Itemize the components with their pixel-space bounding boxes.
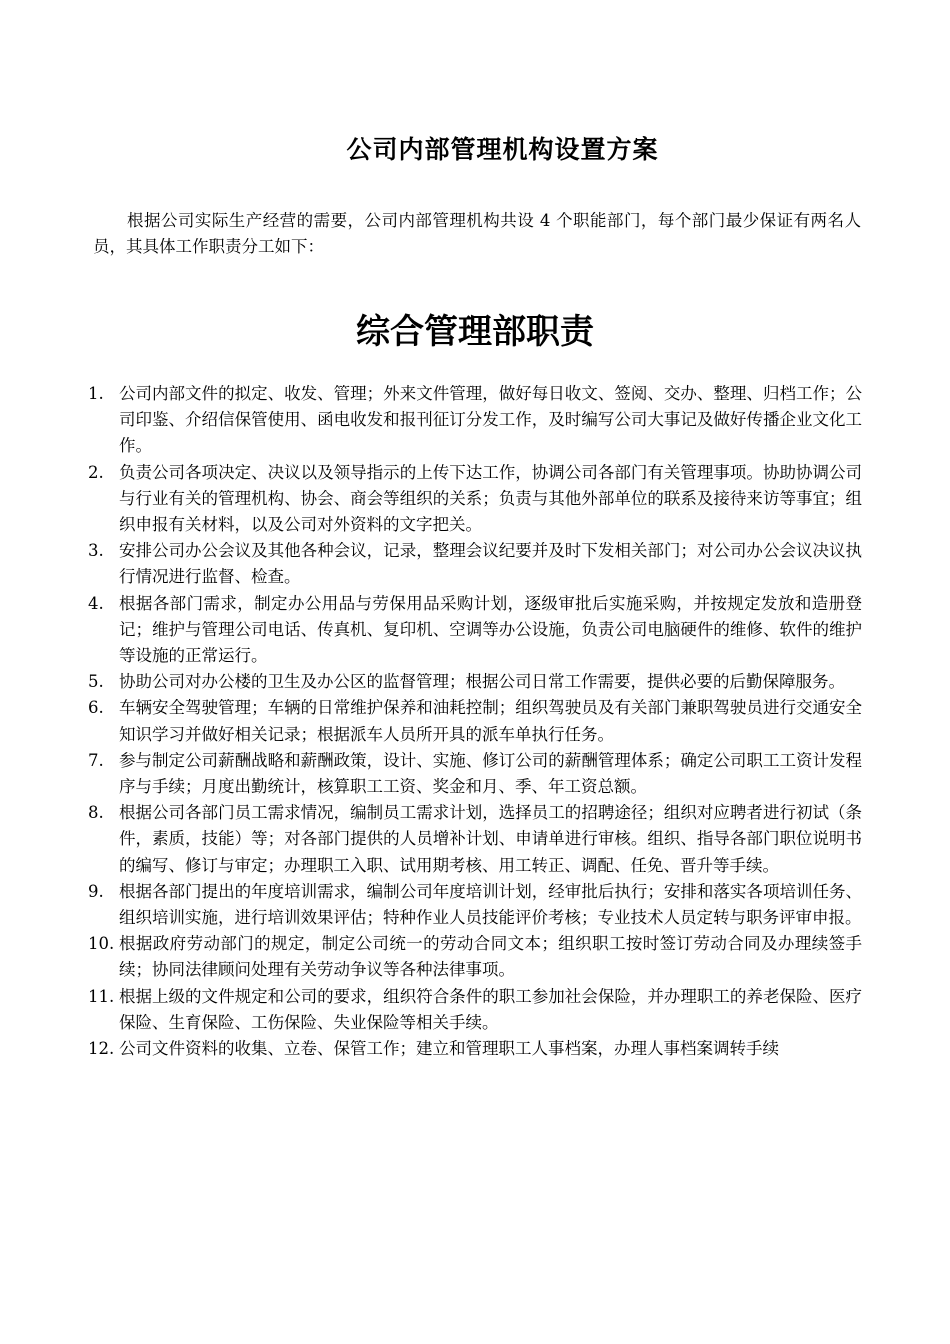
duty-number: 1. [88,384,104,403]
duty-number: 3. [88,541,104,561]
duty-text: 根据政府劳动部门的规定，制定公司统一的劳动合同文本；组织职工按时签订劳动合同及办理续签手续；协同法律顾问处理有关劳动争议等各种法律事项。 [119,934,862,980]
intro-paragraph: 根据公司实际生产经营的需要，公司内部管理机构共设 4 个职能部门，每个部门最少保证有两名人员，其具体工作职责分工如下： [93,211,861,256]
duty-text: 根据公司各部门员工需求情况，编制员工需求计划，选择员工的招聘途径；组织对应聘者进行初试（条件，素质，技能）等；对各部门提供的人员增补计划、申请单进行审核。组织、指导各部门职位说明书的编写、修订与审定；办理职工入职、试用期考核、用工转正、调配、任免、晋升等手续。 [119,803,862,875]
duty-item-11 [88,984,862,1036]
duty-text: 根据各部门需求，制定办公用品与劳保用品采购计划，逐级审批后实施采购，并按规定发放和造册登记；维护与管理公司电话、传真机、复印机、空调等办公设施，负责公司电脑硬件的维修、软件的维护等设施的正常运行。 [119,593,862,666]
duty-item-8 [88,800,862,879]
duty-item-1 [88,381,862,460]
duty-text: 负责公司各项决定、决议以及领导指示的上传下达工作，协调公司各部门有关管理事项。协助协调公司与行业有关的管理机构、协会、商会等组织的关系；负责与其他外部单位的联系及接待来访等事宜；组织申报有关材料，以及公司对外资料的文字把关。 [119,462,862,535]
duty-item-2 [88,460,862,539]
duty-item-10 [88,931,862,983]
duty-number: 4. [88,593,104,613]
duty-list [88,381,862,1062]
section-title: 综合管理部职责 [356,312,594,352]
duty-item-4 [88,591,862,670]
duty-item-3 [88,538,862,590]
duty-item-7 [88,748,862,800]
duty-item-5 [88,669,862,695]
duty-number: 11. [88,986,115,1006]
duty-item-9 [88,879,862,931]
duty-text: 车辆安全驾驶管理；车辆的日常维护保养和油耗控制；组织驾驶员及有关部门兼职驾驶员进行交通安全知识学习并做好相关记录；根据派车人员所开具的派车单执行任务。 [119,698,862,744]
duty-text: 协助公司对办公楼的卫生及办公区的监督管理；根据公司日常工作需要，提供必要的后勤保障服务。 [119,672,845,692]
duty-text: 根据各部门提出的年度培训需求，编制公司年度培训计划，经审批后执行；安排和落实各项培训任务、组织培训实施，进行培训效果评估；特种作业人员技能评价考核；专业技术人员定转与职务评审申报。 [119,881,862,928]
duty-text: 公司内部文件的拟定、收发、管理；外来文件管理，做好每日收文、签阅、交办、整理、归档工作；公司印鉴、介绍信保管使用、函电收发和报刊征订分发工作，及时编写公司大事记及做好传播企业文化工作。 [119,384,862,456]
duty-text: 参与制定公司薪酬战略和薪酬政策，设计、实施、修订公司的薪酬管理体系；确定公司职工工资计发程序与手续；月度出勤统计，核算职工工资、奖金和月、季、年工资总额。 [119,750,862,797]
duty-number: 8. [88,803,104,823]
duty-item-12 [88,1036,862,1062]
duty-number: 2. [88,462,104,482]
duty-number: 6. [88,698,104,718]
duty-number: 12. [88,1039,115,1059]
document-title: 公司内部管理机构设置方案 [346,135,659,164]
duty-number: 10. [88,934,115,954]
duty-number: 7. [88,750,104,770]
duty-item-6 [88,695,862,747]
duty-text: 公司文件资料的收集、立卷、保管工作；建立和管理职工人事档案，办理人事档案调转手续 [119,1039,779,1059]
duty-number: 9. [88,881,104,901]
duty-number: 5. [88,672,104,692]
duty-text: 安排公司办公会议及其他各种会议，记录，整理会议纪要并及时下发相关部门；对公司办公会议决议执行情况进行监督、检查。 [119,541,862,587]
duty-text: 根据上级的文件规定和公司的要求，组织符合条件的职工参加社会保险，并办理职工的养老保险、医疗保险、生育保险、工伤保险、失业保险等相关手续。 [119,986,862,1032]
